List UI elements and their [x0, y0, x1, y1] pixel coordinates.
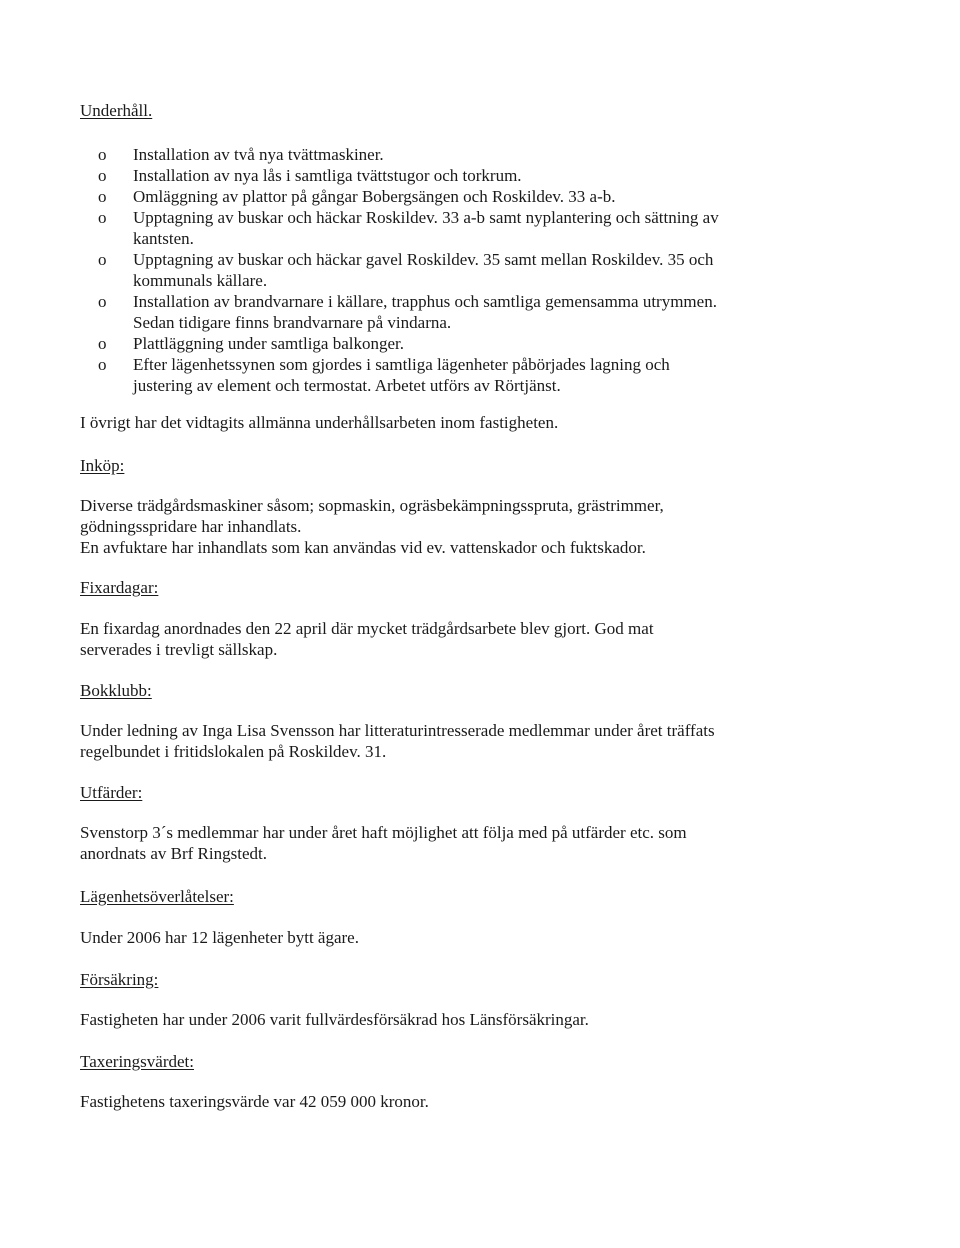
paragraph-taxeringsvardet: [80, 1091, 780, 1112]
paragraph-line: regelbundet i fritidslokalen på Roskildev. 31.: [80, 742, 387, 761]
heading-utfarder: Utfärder:: [80, 783, 143, 802]
list-item: [98, 186, 758, 207]
paragraph-line: Svenstorp 3´s medlemmar har under året haft möjlighet att följa med på utfärder etc. som: [80, 823, 687, 842]
paragraph-fixardagar: [80, 618, 780, 660]
paragraph-forsakring: [80, 1009, 780, 1030]
heading-forsakring: Försäkring:: [80, 970, 159, 989]
heading-taxeringsvardet: Taxeringsvärdet:: [80, 1052, 194, 1071]
bullet: o: [98, 292, 107, 311]
list-item: [98, 207, 758, 249]
bullet: o: [98, 208, 107, 227]
list-item-line: Installation av nya lås i samtliga tvättstugor och torkrum.: [133, 166, 522, 185]
list-item: [98, 333, 758, 354]
list-item: [98, 249, 758, 291]
paragraph-line: Fastighetens taxeringsvärde var 42 059 000 kronor.: [80, 1092, 429, 1111]
paragraph-inkop: [80, 495, 780, 558]
list-item: [98, 354, 758, 396]
list-item-line: Installation av två nya tvättmaskiner.: [133, 145, 384, 164]
paragraph-line: anordnats av Brf Ringstedt.: [80, 844, 267, 863]
heading-bokklubb: Bokklubb:: [80, 681, 152, 700]
paragraph-line: En avfuktare har inhandlats som kan användas vid ev. vattenskador och fuktskador.: [80, 538, 646, 557]
list-item: [98, 291, 758, 333]
paragraph-line: Fastigheten har under 2006 varit fullvärdesförsäkrad hos Länsförsäkringar.: [80, 1010, 589, 1029]
paragraph-line: serverades i trevligt sällskap.: [80, 640, 278, 659]
list-item-line: Sedan tidigare finns brandvarnare på vindarna.: [133, 313, 452, 332]
list-item-line: justering av element och termostat. Arbetet utförs av Rörtjänst.: [133, 376, 561, 395]
list-item-line: Upptagning av buskar och häckar gavel Roskildev. 35 samt mellan Roskildev. 35 och: [133, 250, 714, 269]
list-item-line: Installation av brandvarnare i källare, trapphus och samtliga gemensamma utrymmen.: [133, 292, 717, 311]
paragraph-line: Under ledning av Inga Lisa Svensson har litteraturintresserade medlemmar under året träffats: [80, 721, 715, 740]
paragraph-line: Under 2006 har 12 lägenheter bytt ägare.: [80, 928, 359, 947]
underhall-note: I övrigt har det vidtagits allmänna underhållsarbeten inom fastigheten.: [80, 413, 559, 432]
list-item-line: Plattläggning under samtliga balkonger.: [133, 334, 405, 353]
bullet: o: [98, 334, 107, 353]
heading-lagenhetsoverlatelser: Lägenhetsöverlåtelser:: [80, 887, 234, 906]
bullet: o: [98, 187, 107, 206]
list-item: [98, 144, 758, 165]
list-item-line: kantsten.: [133, 229, 194, 248]
list-item-line: Upptagning av buskar och häckar Roskildev. 33 a-b samt nyplantering och sättning av: [133, 208, 719, 227]
heading-inkop: Inköp:: [80, 456, 125, 475]
paragraph-line: Diverse trädgårdsmaskiner såsom; sopmaskin, ogräsbekämpningsspruta, grästrimmer,: [80, 496, 664, 515]
heading-underhall: Underhåll.: [80, 101, 153, 120]
paragraph-bokklubb: [80, 720, 780, 762]
heading-fixardagar: Fixardagar:: [80, 578, 159, 597]
list-item: [98, 165, 758, 186]
paragraph-utfarder: [80, 822, 780, 864]
list-item-line: Omläggning av plattor på gångar Bobergsängen och Roskildev. 33 a-b.: [133, 187, 616, 206]
list-item-line: kommunals källare.: [133, 271, 268, 290]
bullet: o: [98, 166, 107, 185]
bullet: o: [98, 250, 107, 269]
paragraph-lagenhetsoverlatelser: [80, 927, 780, 948]
paragraph-line: En fixardag anordnades den 22 april där mycket trädgårdsarbete blev gjort. God mat: [80, 619, 654, 638]
paragraph-line: gödningsspridare har inhandlats.: [80, 517, 302, 536]
list-item-line: Efter lägenhetssynen som gjordes i samtliga lägenheter påbörjades lagning och: [133, 355, 670, 374]
bullet: o: [98, 355, 107, 374]
bullet: o: [98, 145, 107, 164]
